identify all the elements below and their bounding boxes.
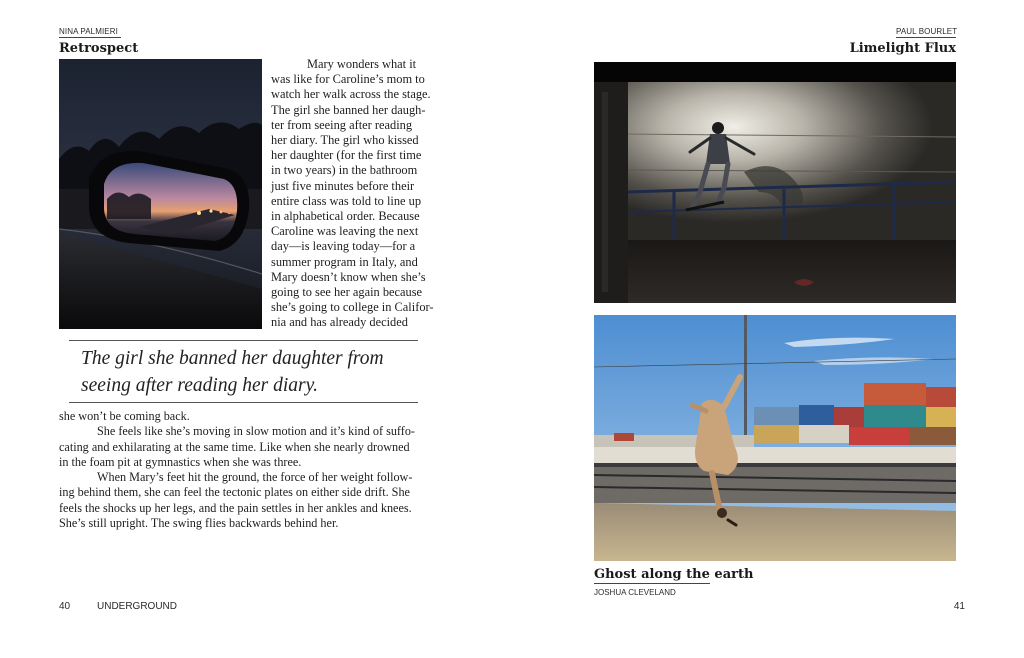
car-mirror-photo: [59, 59, 262, 329]
left-author-byline: NINA PALMIERI: [59, 27, 121, 38]
column-line: going to see her again because: [271, 285, 423, 300]
right-page-number: 41: [953, 601, 965, 612]
photo-caption-author: JOSHUA CLEVELAND: [594, 588, 676, 597]
body-line: she won’t be coming back.: [59, 409, 190, 423]
pull-quote-line: seeing after reading her diary.: [81, 375, 319, 396]
caption-rule: [594, 583, 710, 584]
column-line: just five minutes before their: [271, 178, 415, 193]
pull-quote-line: The girl she banned her daughter from: [81, 348, 384, 369]
photo-caption-title: Ghost along the earth: [594, 567, 754, 582]
car-side-mirror-icon: [59, 59, 262, 329]
column-line: day—is leaving today—for a: [271, 239, 416, 254]
right-author-byline: PAUL BOURLET: [896, 27, 958, 36]
column-line: was like for Caroline’s mom to: [271, 72, 425, 87]
column-line: entire class was told to line up: [271, 193, 422, 208]
column-line: The girl she banned her daugh-: [271, 102, 426, 117]
left-story-title: Retrospect: [59, 41, 139, 56]
column-line: her daughter (for the first time: [271, 148, 422, 163]
body-line: She feels like she’s moving in slow motion and it’s kind of suffo-: [97, 424, 415, 439]
right-story-title: Limelight Flux: [849, 41, 956, 56]
pull-quote: [69, 340, 418, 403]
column-line: summer program in Italy, and: [271, 254, 418, 269]
left-page-number: 40: [59, 601, 71, 612]
body-line: She’s still upright. The swing flies backwards behind her.: [59, 516, 339, 531]
dancer-railyard-photo: [594, 315, 956, 561]
body-line: in the foam pit at gymnastics when she was three.: [59, 454, 302, 469]
column-line: Caroline was leaving the next: [271, 224, 419, 239]
column-line: in two years) in the bathroom: [271, 163, 418, 178]
column-line: ter from seeing after reading: [271, 117, 413, 132]
story-body-text: [59, 409, 439, 531]
column-line: watch her walk across the stage.: [271, 87, 431, 102]
magazine-name: UNDERGROUND: [97, 601, 177, 612]
column-line: Mary wonders what it: [307, 57, 417, 71]
body-line: feels the shocks up her legs, and the pain settles in her ankles and knees.: [59, 500, 412, 515]
column-line: in alphabetical order. Because: [271, 209, 420, 224]
body-line: ing behind them, she can feel the tectonic plates on either side drift. She: [59, 485, 410, 500]
column-line: Mary doesn’t know when she’s: [271, 269, 426, 284]
skateboarder-photo: [594, 62, 956, 303]
skateboarder-spotlight-icon: [594, 62, 956, 303]
body-line: When Mary’s feet hit the ground, the force of her weight follow-: [97, 470, 413, 485]
story-column-text: [271, 57, 443, 331]
column-line: nia and has already decided: [271, 315, 408, 330]
column-line: her diary. The girl who kissed: [271, 133, 419, 148]
dancer-rail-yard-icon: [594, 315, 956, 561]
column-line: she’s going to college in Califor-: [271, 300, 434, 315]
body-line: cating and exhilarating at the same time. Like when she nearly drowned: [59, 439, 410, 454]
